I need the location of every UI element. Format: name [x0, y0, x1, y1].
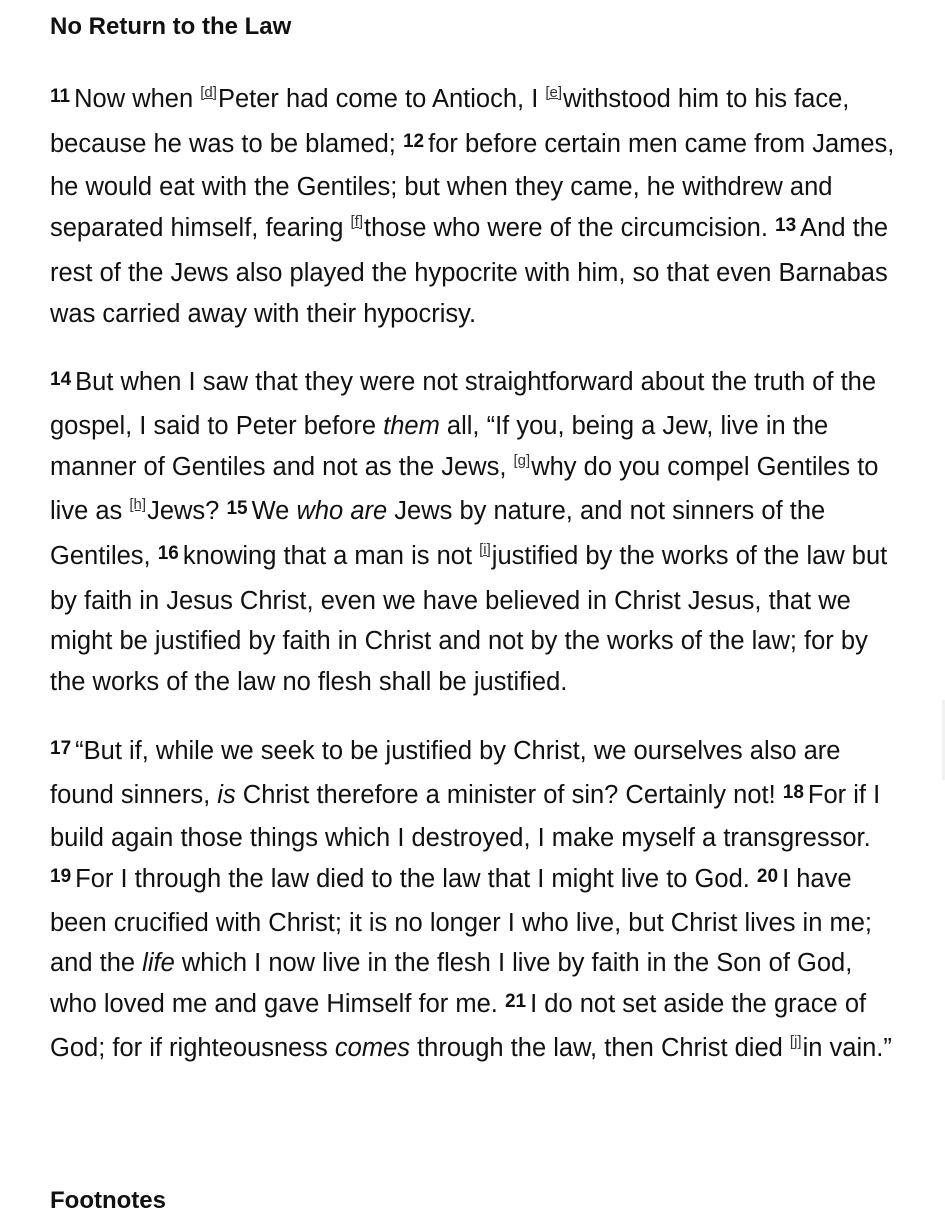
verse-text: justified by the works of the law but by faith in Jesus Christ, even we have believed in Christ Jesus, that we might be justified by faith in Christ and not by the works of the law; for by the works of the law no flesh shall be justified. [50, 542, 888, 697]
verse-text: I do not set aside the grace of God; for if righteousness [50, 990, 867, 1062]
verse-text: those who were of the circumcision. [364, 214, 776, 243]
verse-text: for before certain men came from James, he would eat with the Gentiles; but when they came, he withdrew and separated himself, fearing [50, 129, 895, 243]
paragraph-verses-11-13 [50, 79, 900, 334]
verse-text: And the rest of the Jews also played the hypocrite with him, so that even Barnabas was carried away with their hypocrisy. [50, 214, 889, 328]
italic-text: is [217, 780, 236, 809]
italic-text: life [142, 949, 175, 978]
verse-text: in vain.” [802, 1033, 892, 1062]
footnote-link-h[interactable]: [h] [129, 496, 147, 514]
verse-number-18: 18 [782, 781, 804, 803]
verse-text: Now when [74, 85, 201, 113]
footnote-link-g[interactable]: [g] [513, 451, 531, 469]
verse-number-12: 12 [402, 130, 425, 152]
verse-text: Christ therefore a minister of sin? Certainly not! [235, 780, 783, 809]
section-heading: No Return to the Law [50, 13, 292, 40]
verse-text: Peter had come to Antioch, I [217, 85, 546, 113]
footnote-link-j[interactable]: [j] [789, 1032, 802, 1050]
passage-content [50, 0, 900, 1072]
verse-text: through the law, then Christ died [410, 1033, 790, 1062]
italic-text: comes [334, 1033, 411, 1062]
verse-text: why do you compel Gentiles to live as [50, 452, 879, 526]
verse-number-21: 21 [504, 991, 527, 1013]
footnote-link-i[interactable]: [i] [479, 541, 491, 559]
verse-text: Jews by nature, and not sinners of the Gentiles, [50, 497, 826, 571]
italic-text: them [383, 411, 440, 440]
verse-text: But when I saw that they were not straightforward about the truth of the gospel, I said to Peter before [50, 368, 877, 440]
footnote-link-d[interactable]: [d] [200, 84, 217, 101]
verse-text: Jews? [147, 497, 227, 526]
verse-number-20: 20 [756, 865, 779, 887]
verse-text: “But if, while we seek to be justified by Christ, we ourselves also are found sinners, [50, 736, 841, 809]
verse-text: We [251, 497, 297, 526]
verse-text: I have been crucified with Christ; it is no longer I who live, but Christ lives in me; and the [50, 864, 873, 978]
verse-number-17: 17 [50, 737, 72, 759]
italic-text: who are [296, 497, 388, 526]
verse-text: For I through the law died to the law that I might live to God. [75, 864, 757, 893]
verse-text: knowing that a man is not [182, 542, 480, 571]
paragraph-verses-14-16 [50, 362, 900, 703]
verse-text: withstood him to his face, because he was to be blamed; [50, 85, 850, 158]
verse-text: all, “If you, being a Jew, live in the manner of Gentiles and not as the Jews, [50, 411, 829, 481]
verse-number-19: 19 [50, 865, 72, 887]
verse-number-11: 11 [50, 86, 71, 107]
verse-text: For if I build again those things which I destroyed, I make myself a transgressor. [50, 780, 881, 853]
footnote-link-f[interactable]: [f] [350, 213, 364, 231]
verse-number-16: 16 [157, 543, 179, 565]
verse-number-13: 13 [775, 215, 797, 237]
footnotes-heading: Footnotes [50, 1187, 166, 1214]
paragraph-verses-17-21 [50, 731, 900, 1073]
footnote-link-e[interactable]: [e] [545, 84, 563, 101]
verse-number-15: 15 [226, 498, 248, 520]
verse-number-14: 14 [50, 369, 72, 391]
verse-text: which I now live in the flesh I live by faith in the Son of God, who loved me and gave Himself for me. [50, 949, 853, 1019]
